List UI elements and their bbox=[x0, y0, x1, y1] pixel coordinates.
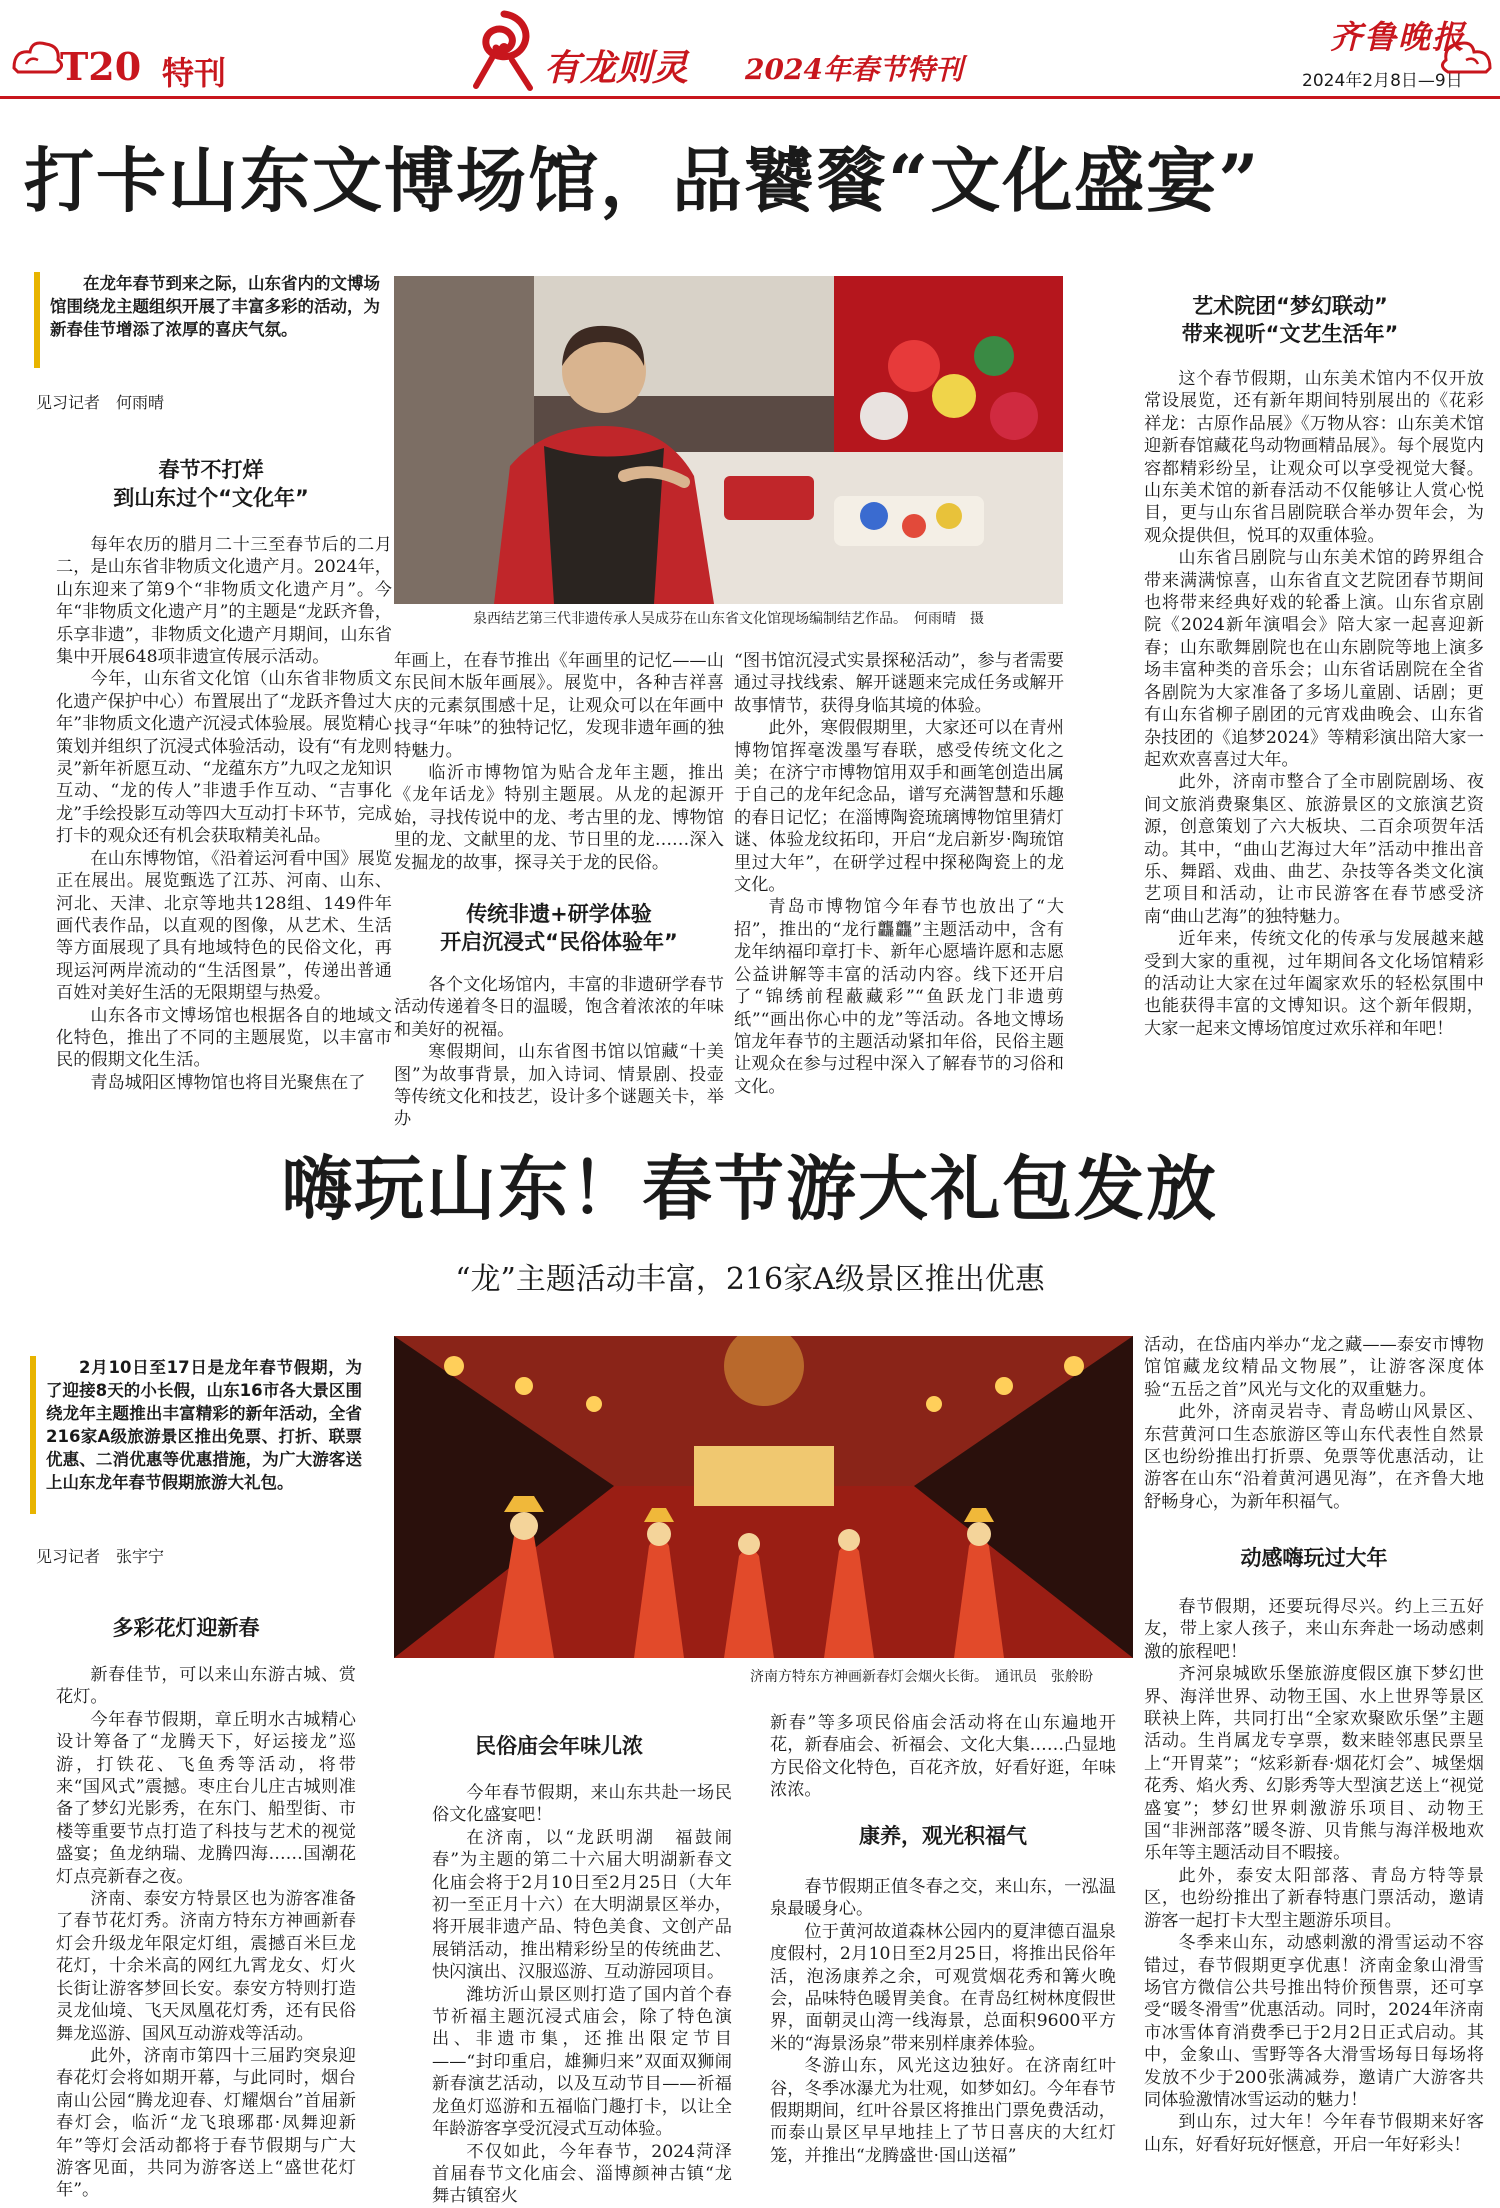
article2-column-2 bbox=[432, 1782, 732, 2208]
article1-column-2b bbox=[394, 974, 724, 1131]
paragraph: 近年来，传统文化的传承与发展越来越受到大家的重视，过年期间各文化场馆精彩的活动让大家在过年阖家欢乐的轻松氛围中也能获得丰富的文博知识。这个新年假期，大家一起来文博场馆度过欢乐祥和年吧！ bbox=[1144, 929, 1484, 1039]
banner-subtitle: 2024年春节特刊 bbox=[745, 53, 963, 86]
paragraph: 新春”等多项民俗庙会活动将在山东遍地开花，新春庙会、祈福会、文化大集……凸显地方民俗文化特色，百花齐放，好看好逛，年味浓浓。 bbox=[770, 1713, 1116, 1801]
paragraph: 潍坊沂山景区则打造了国内首个春节祈福主题沉浸式庙会，除了特色演出、非遗市集，还推出限定节目——“封印重启，雄狮归来”双面双狮闹新春演艺活动，以及互动节目——祈福龙鱼灯巡游和五福临门趣打卡，以让全年龄游客享受沉浸式互动体验。 bbox=[432, 1984, 732, 2140]
paragraph: 青岛城阳区博物馆也将目光聚焦在了 bbox=[90, 1072, 366, 1093]
article1-column-1 bbox=[56, 534, 392, 1094]
article2-column-4a bbox=[1144, 1334, 1484, 1513]
issue-date: 2024年2月8日—9日 bbox=[1302, 71, 1463, 91]
article2-subheading-3: 康养，观光积福气 bbox=[859, 1824, 1027, 1848]
page-header bbox=[0, 0, 1500, 100]
lantern-street-parade-illustration bbox=[394, 1336, 1133, 1658]
article2-subheading-2: 民俗庙会年味儿浓 bbox=[475, 1734, 643, 1758]
page-number: T20 bbox=[60, 44, 142, 89]
article2-subtitle: “龙”主题活动丰富，216家A级景区推出优惠 bbox=[455, 1262, 1045, 1297]
paragraph: 冬季来山东，动感刺激的滑雪运动不容错过，春节假期更享优惠！济南金象山滑雪场官方微信公共号推出特价预售票，还可享受“暖冬滑雪”优惠活动。同时，2024年济南市冰雪体育消费季已于2月2日正式启动。其中，金象山、雪野等各大滑雪场每日每场将发放不少于200张满减券，邀请广大游客共同体验激情冰雪运动的魅力！ bbox=[1144, 1933, 1484, 2110]
dragon-knot-logo bbox=[462, 8, 546, 92]
article1-column-2a bbox=[394, 650, 724, 874]
paragraph: 春节假期，还要玩得尽兴。约上三五好友，带上家人孩子，来山东奔赴一场动感刺激的旅程吧！ bbox=[1144, 1597, 1484, 1662]
paragraph: 活动，在岱庙内举办“龙之藏——泰安市博物馆馆藏龙纹精品文物展”，让游客深度体验“五岳之首”风光与文化的双重魅力。 bbox=[1144, 1335, 1484, 1400]
paragraph: 寒假期间，山东省图书馆以馆藏“十美图”为故事背景，加入诗词、情景剧、投壶等传统文化和技艺，设计多个谜题关卡，举办 bbox=[394, 1042, 724, 1130]
paragraph: 到山东，过大年！今年春节假期来好客山东，好看好玩好惬意，开启一年好彩头！ bbox=[1144, 2112, 1484, 2155]
craftswoman-illustration bbox=[394, 276, 1063, 604]
article2-byline: 见习记者 张宇宁 bbox=[36, 1547, 165, 1566]
article1-column-4 bbox=[1144, 368, 1484, 1040]
article2-subheading-1: 多彩花灯迎新春 bbox=[112, 1616, 260, 1640]
paragraph: 此外，济南市第四十三届趵突泉迎春花灯会将如期开幕，与此同时，烟台南山公园“腾龙迎春、灯耀烟台”首届新春灯会，临沂“龙飞琅琊郡·凤舞迎新年”等灯会活动都将于春节假期与广大游客见面，共同为游客送上“盛世花灯年”。 bbox=[56, 2045, 356, 2201]
paragraph: 今年春节假期，章丘明水古城精心设计筹备了“龙腾天下，好运接龙”巡游，打铁花、飞鱼秀等活动，将带来“国风式”震撼。枣庄台儿庄古城则准备了梦幻光影秀，在东门、船型街、市楼等重要节点打造了科技与艺术的视觉盛宴；鱼龙纳瑞、龙腾四海……国潮花灯点亮新春之夜。 bbox=[56, 1709, 356, 1887]
newspaper-logo: 齐鲁晚报 bbox=[1330, 18, 1467, 56]
article2-headline: 嗨玩山东！春节游大礼包发放 bbox=[282, 1147, 1218, 1230]
article2-column-4b bbox=[1144, 1596, 1484, 2156]
paragraph: 每年农历的腊月二十三至春节后的二月二，是山东省非物质文化遗产月。2024年，山东迎来了第9个“非物质文化遗产月”。今年“非物质文化遗产月”的主题是“龙跃齐鲁，乐享非遗”，非物质文化遗产月期间，山东省集中开展648项非遗宣传展示活动。 bbox=[56, 535, 392, 668]
section-name: 特刊 bbox=[162, 54, 227, 92]
paragraph: 不仅如此，今年春节，2024菏泽首届春节文化庙会、淄博颜神古镇“龙舞古镇窑火 bbox=[432, 2141, 732, 2207]
paragraph: 此外，济南灵岩寺、青岛崂山风景区、东营黄河口生态旅游区等山东代表性自然景区也纷纷推出打折票、免票等优惠活动，让游客在山东“沿着黄河遇见海”，在齐鲁大地舒畅身心，为新年积福气。 bbox=[1144, 1402, 1484, 1512]
paragraph: 山东各市文博场馆也根据各自的地域文化特色，推出了不同的主题展览，以丰富市民的假期文化生活。 bbox=[56, 1005, 392, 1071]
article2-lede: 2月10日至17日是龙年春节假期，为了迎接8天的小长假，山东16市各大景区围绕龙年主题推出丰富精彩的新年活动，全省216家A级旅游景区推出免票、打折、联票优惠、二消优惠等优惠措施，为广大游客送上山东龙年春节假期旅游大礼包。 bbox=[46, 1358, 362, 1492]
paragraph: 年画上，在春节推出《年画里的记忆——山东民间木版年画展》。展览中，各种吉祥喜庆的元素氛围感十足，让观众可以在年画中找寻“年味”的独特记忆，发现非遗年画的独特魅力。 bbox=[394, 651, 724, 761]
paragraph: 今年春节假期，来山东共赴一场民俗文化盛宴吧！ bbox=[432, 1783, 732, 1826]
article2-column-3a bbox=[770, 1712, 1116, 1802]
paragraph: 此外，寒假假期里，大家还可以在青州博物馆挥毫泼墨写春联，感受传统文化之美；在济宁市博物馆用双手和画笔创造出属于自己的龙年纪念品，谱写充满智慧和乐趣的春日记忆；在淄博陶瓷琉璃博物馆里猜灯谜、体验龙纹拓印，开启“龙启新岁·陶琉馆里过大年”，在研学过程中探秘陶瓷上的龙文化。 bbox=[734, 718, 1064, 896]
paragraph: 在山东博物馆，《沿着运河看中国》展览正在展出。展览甄选了江苏、河南、山东、河北、天津、北京等地共128组、149件年画代表作品，以直观的图像，从艺术、生活等方面展现了具有地域特色的民俗文化，再现运河两岸流动的“生活图景”，传递出普通百姓对美好生活的无限期望与热爱。 bbox=[56, 848, 392, 1004]
paragraph: 各个文化场馆内，丰富的非遗研学春节活动传递着冬日的温暖，饱含着浓浓的年味和美好的祝福。 bbox=[394, 975, 724, 1040]
paragraph: 这个春节假期，山东美术馆内不仅开放常设展览，还有新年期间特别展出的《花彩祥龙：古原作品展》《万物从容：山东美术馆迎新春馆藏花鸟动物画精品展》。每个展览内容都精彩纷呈，让观众可以享受视觉大餐。山东美术馆的新春活动不仅能够让人赏心悦目，更与山东省吕剧院联合举办贺年会，为观众提供但，悦耳的双重体验。 bbox=[1144, 369, 1484, 546]
article2-lede-bar bbox=[30, 1356, 36, 1514]
article1-lede: 在龙年春节到来之际，山东省内的文博场馆围绕龙主题组织开展了丰富多彩的活动，为新春佳节增添了浓厚的喜庆气氛。 bbox=[50, 274, 380, 339]
article2-photo bbox=[394, 1336, 1133, 1658]
paragraph: 位于黄河故道森林公园内的夏津德百温泉度假村，2月10日至2月25日，将推出民俗年活，泡汤康养之余，可观赏烟花秀和篝火晚会，品味特色暖胃美食。在青岛红树林度假世界，面朝灵山湾一线海景，总面积9600平方米的“海景汤泉”带来别样康养体验。 bbox=[770, 1921, 1116, 2054]
paragraph: “图书馆沉浸式实景探秘活动”，参与者需要通过寻找线索、解开谜题来完成任务或解开故事情节，获得身临其境的体验。 bbox=[734, 651, 1064, 716]
paragraph: 齐河泉城欧乐堡旅游度假区旗下梦幻世界、海洋世界、动物王国、水上世界等景区联袂上阵，共同打出“全家欢聚欧乐堡”主题活动。生肖属龙专享票，数来睦邻惠民票呈上“开胃菜”；“炫彩新春·烟花灯会”、城堡烟花秀、焰火秀、幻影秀等大型演艺送上“视觉盛宴”；梦幻世界刺激游乐项目、动物王国“非洲部落”暖冬游、贝肯熊与海洋极地欢乐年等主题活动目不暇接。 bbox=[1144, 1664, 1484, 1864]
paragraph: 山东省吕剧院与山东美术馆的跨界组合带来满满惊喜，山东省直文艺院团春节期间也将带来经典好戏的轮番上演。山东省京剧院《2024新年演唱会》陪大家一起喜迎新春；山东歌舞剧院也在山东剧院等地上演多场丰富种类的音乐会；山东省话剧院在全省各剧院为大家准备了多场儿童剧、话剧；更有山东省柳子剧团的元宵戏曲晚会、山东省杂技团的《追梦2024》等精彩演出陪大家一起欢欢喜喜过大年。 bbox=[1144, 548, 1484, 770]
paragraph: 青岛市博物馆今年春节也放出了“大招”，推出的“龙行龘龘”主题活动中，含有龙年纳福印章打卡、新年心愿墙许愿和志愿公益讲解等丰富的活动内容。线下还开启了“锦绣前程蔽藏彩”“鱼跃龙门非遗剪纸”“画出你心中的龙”等活动。各地文博场馆龙年春节的主题活动紧扣年俗，民俗主题让观众在参与过程中深入了解春节的习俗和文化。 bbox=[734, 897, 1064, 1097]
article1-subheading-1: 春节不打烊 到山东过个“文化年” bbox=[113, 458, 309, 510]
paragraph: 济南、泰安方特景区也为游客准备了春节花灯秀。济南方特东方神画新春灯会升级龙年限定灯组，震撼百米巨龙花灯，十余米高的网红九霄龙女、灯火长街让游客梦回长安。泰安方特则打造灵龙仙境、飞天凤凰花灯秀，还有民俗舞龙巡游、国风互动游戏等活动。 bbox=[56, 1889, 356, 2044]
article1-photo bbox=[394, 276, 1063, 604]
article2-column-1 bbox=[56, 1664, 356, 2202]
banner-title: 有龙则灵 bbox=[544, 47, 689, 89]
paragraph: 临沂市博物馆为贴合龙年主题，推出《龙年话龙》特别主题展。从龙的起源开始，寻找传说中的龙、考古里的龙、博物馆里的龙、文献里的龙、节日里的龙……深入发掘龙的故事，探寻关于龙的民俗。 bbox=[394, 763, 724, 873]
paragraph: 新春佳节，可以来山东游古城、赏花灯。 bbox=[56, 1665, 356, 1708]
article1-lede-bar bbox=[34, 272, 40, 368]
left-cloud-ornament bbox=[10, 38, 66, 78]
article1-headline: 打卡山东文博场馆，品饕餮“文化盛宴” bbox=[24, 139, 1261, 222]
paragraph: 春节假期正值冬春之交，来山东，一泓温泉最暖身心。 bbox=[770, 1877, 1116, 1920]
paragraph: 此外，济南市整合了全市剧院剧场、夜间文旅消费聚集区、旅游景区的文旅演艺资源，创意策划了六大板块、二百余项贺年活动。其中，“曲山艺海过大年”活动中推出音乐、舞蹈、戏曲、曲艺、杂技等各类文化演艺项目和活动，让市民游客在春节感受济南“曲山艺海”的独特魅力。 bbox=[1144, 772, 1484, 927]
paragraph: 此外，泰安太阳部落、青岛方特等景区，也纷纷推出了新春特惠门票活动，邀请游客一起打卡大型主题游乐项目。 bbox=[1144, 1865, 1484, 1931]
paragraph: 在济南，以“龙跃明湖 福鼓闹春”为主题的第二十六届大明湖新春文化庙会将于2月10日至2月25日（大年初一至正月十六）在大明湖景区举办，将开展非遗产品、特色美食、文创产品展销活动，推出精彩纷呈的传统曲艺、快闪演出、汉服巡游、互动游园项目。 bbox=[432, 1827, 732, 1983]
article1-subheading-3: 艺术院团“梦幻联动” 带来视听“文艺生活年” bbox=[1181, 294, 1399, 346]
paragraph: 冬游山东，风光这边独好。在济南红叶谷，冬季冰瀑尤为壮观，如梦如幻。今年春节假期期间，红叶谷景区将推出门票免费活动，而泰山景区早早地挂上了节日喜庆的大红灯笼，并推出“龙腾盛世·国山送福” bbox=[770, 2056, 1116, 2166]
article1-photo-caption: 泉西结艺第三代非遗传承人吴成芬在山东省文化馆现场编制结艺作品。 何雨晴 摄 bbox=[473, 611, 984, 627]
article2-subheading-4: 动感嗨玩过大年 bbox=[1240, 1546, 1388, 1570]
right-cloud-ornament bbox=[1440, 38, 1494, 78]
article1-column-3 bbox=[734, 650, 1064, 1098]
article1-subheading-2: 传统非遗+研学体验 开启沉浸式“民俗体验年” bbox=[440, 902, 678, 954]
article2-photo-caption: 济南方特东方神画新春灯会烟火长街。 通讯员 张舲盼 bbox=[750, 1669, 1093, 1685]
article1-byline: 见习记者 何雨晴 bbox=[36, 393, 165, 412]
article2-column-3b bbox=[770, 1876, 1116, 2167]
header-rule bbox=[0, 96, 1500, 99]
paragraph: 今年，山东省文化馆（山东省非物质文化遗产保护中心）布置展出了“龙跃齐鲁过大年”非物质文化遗产沉浸式体验展。展览精心策划并组织了沉浸式体验活动，设有“有龙则灵”新年祈愿互动、“龙蕴东方”九叹之龙知识互动、“龙的传人”非遗手作互动、“吉事化龙”手绘投影互动等四大互动打卡环节，完成打卡的观众还有机会获取精美礼品。 bbox=[56, 669, 392, 847]
